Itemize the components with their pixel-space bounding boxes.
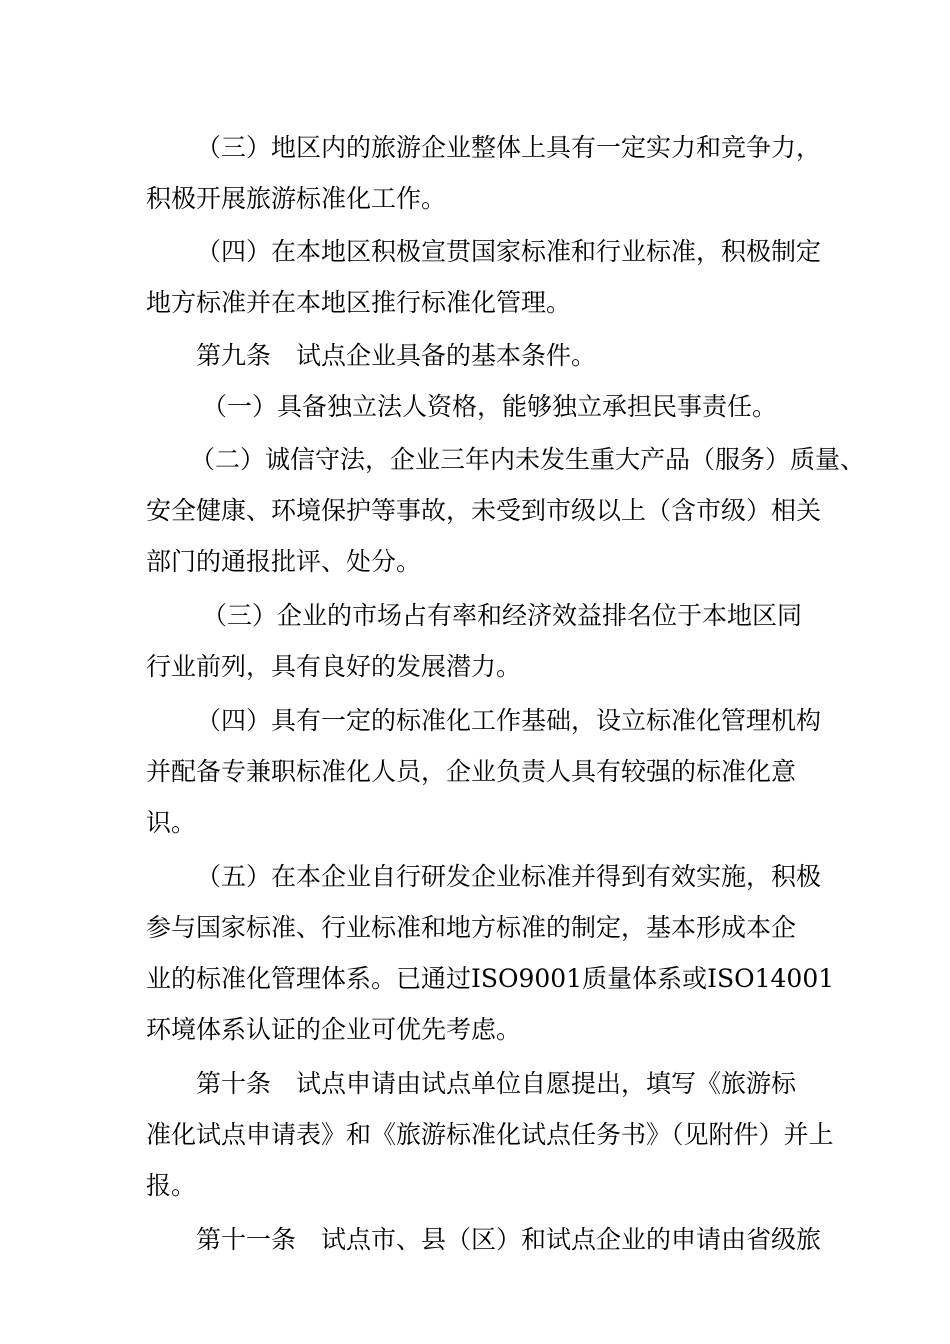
document-body	[146, 122, 866, 1265]
paragraph-enterprise-condition-4	[146, 695, 826, 848]
article-11	[146, 1214, 826, 1265]
text-line: 报。	[146, 1171, 197, 1200]
text-line: 积极开展旅游标准化工作。	[146, 184, 447, 213]
article-10	[146, 1058, 834, 1211]
paragraph-enterprise-condition-1	[146, 381, 826, 432]
text-line: （二）诚信守法，企业三年内未发生重大产品（服务）质量、	[190, 445, 866, 474]
text-line: （四）在本地区积极宣贯国家标准和行业标准，积极制定	[196, 237, 822, 266]
text-line: 部门的通报批评、处分。	[146, 547, 422, 576]
text-line: （三）企业的市场占有率和经济效益排名位于本地区同	[202, 601, 803, 630]
paragraph-enterprise-condition-3	[146, 590, 826, 692]
text-line: 第十一条 试点市、县（区）和试点企业的申请由省级旅	[196, 1225, 822, 1254]
text-line: 第十条 试点申请由试点单位自愿提出，填写《旅游标	[196, 1069, 797, 1098]
text-line: 并配备专兼职标准化人员，企业负责人具有较强的标准化意	[146, 757, 797, 786]
text-line: 识。	[146, 808, 197, 837]
text-line: 参与国家标准、行业标准和地方标准的制定，基本形成本企	[146, 913, 797, 942]
text-line: 第九条 试点企业具备的基本条件。	[196, 341, 597, 370]
paragraph-area-condition-4	[146, 226, 826, 328]
text-line: （一）具备独立法人资格，能够独立承担民事责任。	[202, 392, 778, 421]
text-line: 安全健康、环境保护等事故，未受到市级以上（含市级）相关	[146, 496, 822, 525]
text-line: 环境体系认证的企业可优先考虑。	[146, 1015, 522, 1044]
text-line: （三）地区内的旅游企业整体上具有一定实力和竞争力，	[196, 133, 822, 162]
text-line: 行业前列，具有良好的发展潜力。	[146, 652, 522, 681]
text-line: 地方标准并在本地区推行标准化管理。	[146, 288, 572, 317]
text-line: （五）在本企业自行研发企业标准并得到有效实施，积极	[196, 862, 822, 891]
paragraph-enterprise-condition-5	[146, 851, 835, 1055]
paragraph-enterprise-condition-2	[146, 434, 866, 587]
text-line: （四）具有一定的标准化工作基础，设立标准化管理机构	[196, 706, 822, 735]
article-9-heading	[146, 330, 826, 381]
paragraph-area-condition-3	[146, 122, 826, 224]
text-line: 业的标准化管理体系。已通过ISO9001质量体系或ISO14001	[146, 964, 835, 993]
text-line: 准化试点申请表》和《旅游标准化试点任务书》（见附件）并上	[146, 1120, 834, 1149]
